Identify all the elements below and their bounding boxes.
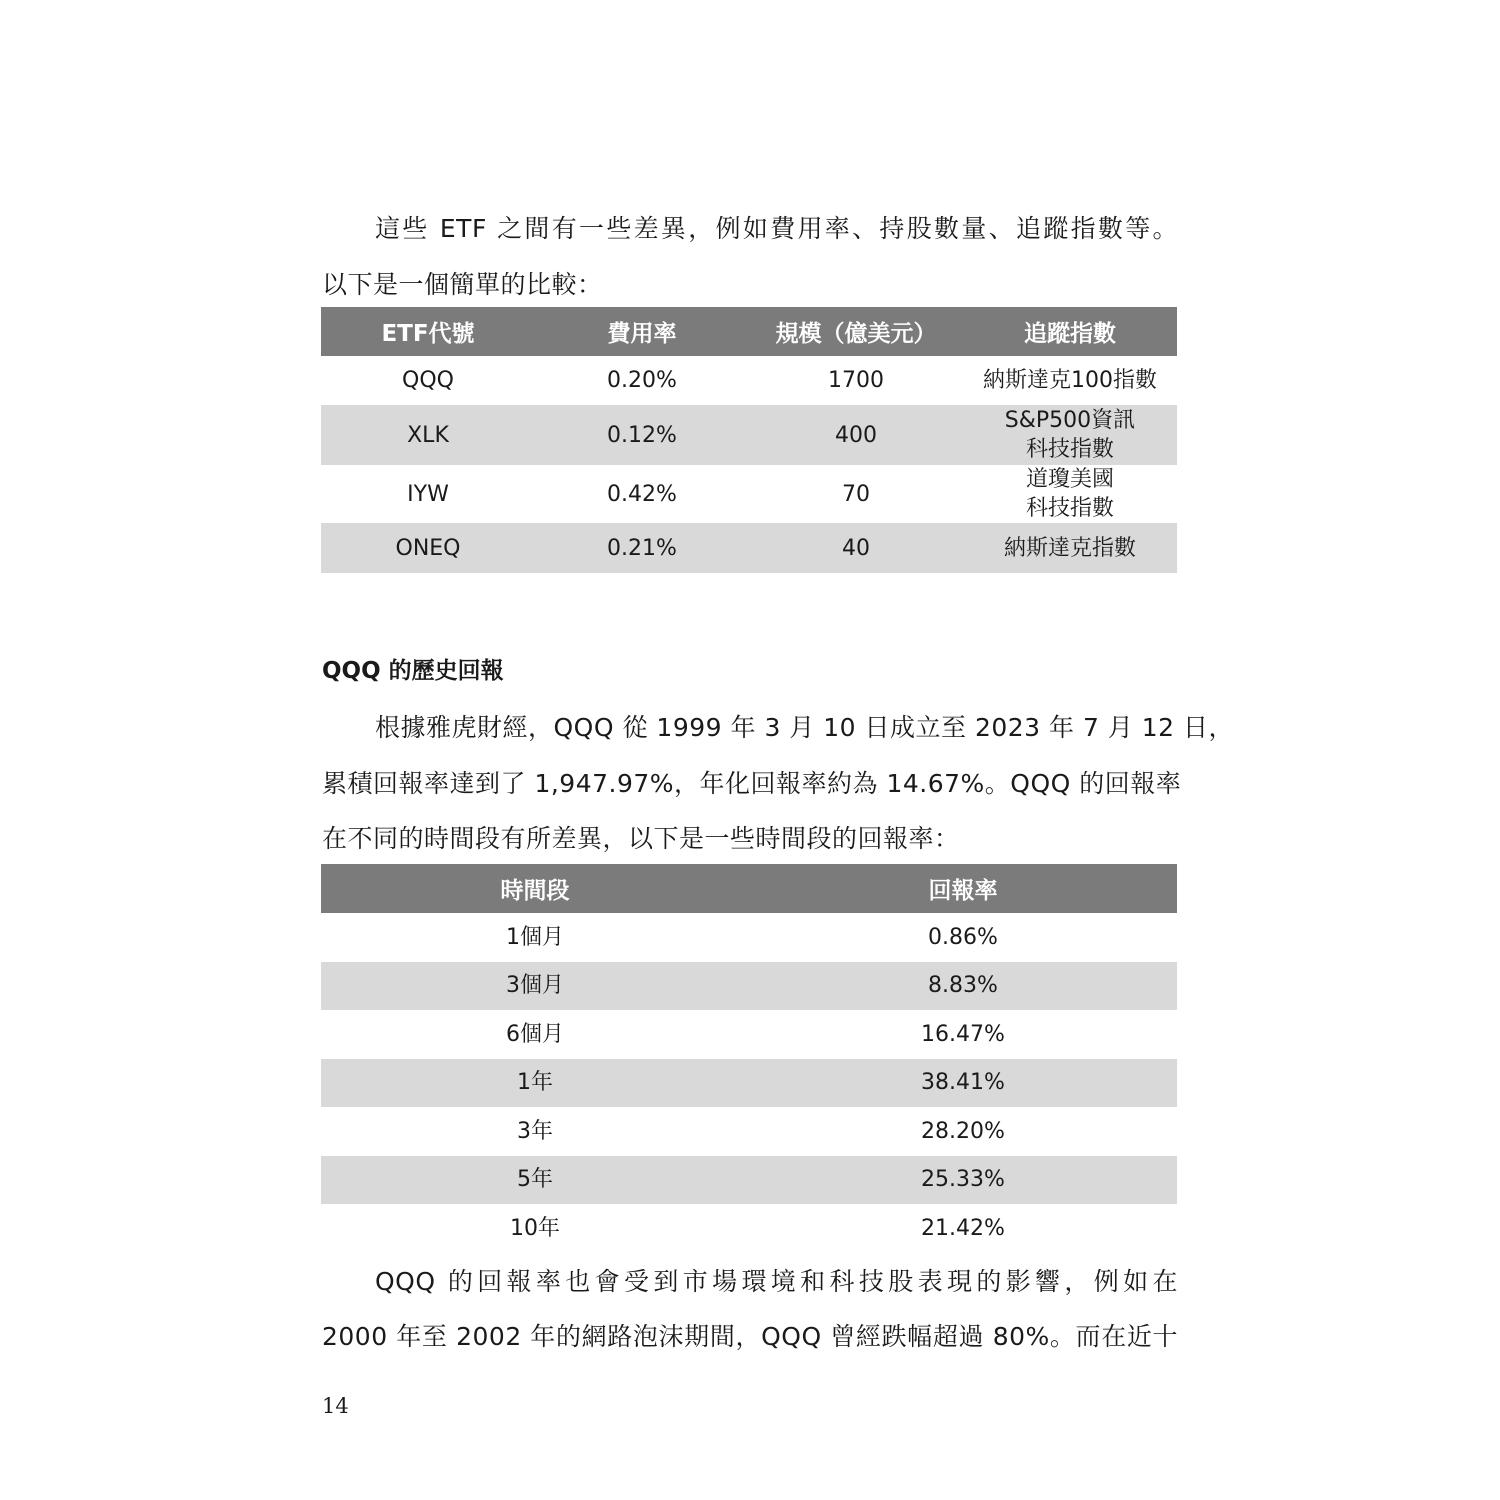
- table-row: [321, 1059, 1177, 1108]
- etf-code-cell: IYW: [407, 481, 449, 507]
- closing-line-1: QQQ 的回報率也會受到市場環境和科技股表現的影響，例如在: [375, 1267, 1178, 1296]
- period-cell: 1個月: [506, 924, 564, 950]
- table-header-row: [321, 307, 1177, 356]
- header-fund-size: 規模（億美元）: [749, 307, 963, 356]
- section-line-1: 根據雅虎財經，QQQ 從 1999 年 3 月 10 日成立至 2023 年 7 月 12 日，: [375, 713, 1235, 742]
- size-cell: 400: [749, 405, 963, 465]
- fee-cell: 0.12%: [535, 405, 749, 465]
- index-text-line-1: 道瓊美國: [1025, 467, 1114, 492]
- return-cell: 8.83%: [749, 962, 1177, 1011]
- header-fee-rate: 費用率: [535, 307, 749, 356]
- header-return: 回報率: [749, 864, 1177, 913]
- intro-line-2: 以下是一個簡單的比較：: [322, 270, 603, 299]
- table-row: [321, 913, 1177, 962]
- etf-code-cell: QQQ: [402, 368, 454, 393]
- page-number: 14: [322, 1394, 349, 1418]
- return-cell: 16.47%: [921, 1021, 1005, 1047]
- header-tracked-index: 追蹤指數: [963, 307, 1177, 356]
- header-etf-code: ETF代號: [321, 307, 535, 356]
- section-line-2: 累積回報率達到了 1,947.97%，年化回報率約為 14.67%。QQQ 的回報率: [322, 769, 1182, 798]
- return-cell: 25.33%: [749, 1156, 1177, 1205]
- section-heading: QQQ 的歷史回報: [322, 658, 504, 684]
- table-row: [321, 405, 1177, 465]
- index-text-line-2: 科技指數: [1025, 437, 1114, 462]
- size-cell: 70: [842, 481, 870, 507]
- period-cell: 5年: [321, 1156, 749, 1205]
- size-cell: 40: [749, 523, 963, 573]
- table-row: [321, 1156, 1177, 1205]
- index-cell: [963, 523, 1177, 573]
- period-cell: 10年: [510, 1215, 560, 1241]
- index-cell: [963, 356, 1177, 405]
- index-text-line-2: 科技指數: [1025, 496, 1114, 521]
- fee-cell: 0.21%: [535, 523, 749, 573]
- period-cell: 3個月: [321, 962, 749, 1011]
- index-text: 納斯達克指數: [1003, 535, 1136, 561]
- period-cell: 1年: [321, 1059, 749, 1108]
- return-cell: 38.41%: [749, 1059, 1177, 1108]
- size-cell: 1700: [828, 368, 884, 393]
- return-cell: 0.86%: [928, 924, 998, 950]
- index-text-line-1: S&P500資訊: [1004, 408, 1136, 433]
- etf-code-cell: XLK: [321, 405, 535, 465]
- intro-line-1: 這些 ETF 之間有一些差異，例如費用率、持股數量、追蹤指數等。: [375, 214, 1178, 243]
- index-text: 納斯達克100指數: [983, 368, 1157, 393]
- table-row: [321, 465, 1177, 523]
- fee-cell: 0.20%: [607, 368, 677, 393]
- index-cell: [963, 465, 1177, 523]
- return-cell: 21.42%: [921, 1215, 1005, 1241]
- table-row: [321, 356, 1177, 405]
- period-cell: 6個月: [506, 1021, 564, 1047]
- returns-table: [321, 864, 1177, 1253]
- return-cell: 28.20%: [921, 1118, 1005, 1144]
- table-row: [321, 962, 1177, 1011]
- table-row: [321, 1010, 1177, 1059]
- period-cell: 3年: [517, 1118, 553, 1144]
- table-header-row: [321, 864, 1177, 913]
- table-row: [321, 523, 1177, 573]
- etf-comparison-table: [321, 307, 1177, 573]
- header-period: 時間段: [321, 864, 749, 913]
- section-line-3: 在不同的時間段有所差異，以下是一些時間段的回報率：: [322, 824, 960, 853]
- table-row: [321, 1204, 1177, 1253]
- fee-cell: 0.42%: [607, 481, 677, 507]
- table-row: [321, 1107, 1177, 1156]
- etf-code-cell: ONEQ: [321, 523, 535, 573]
- closing-line-2: 2000 年至 2002 年的網路泡沫期間，QQQ 曾經跌幅超過 80%。而在近十: [322, 1322, 1178, 1351]
- index-cell: [963, 405, 1177, 465]
